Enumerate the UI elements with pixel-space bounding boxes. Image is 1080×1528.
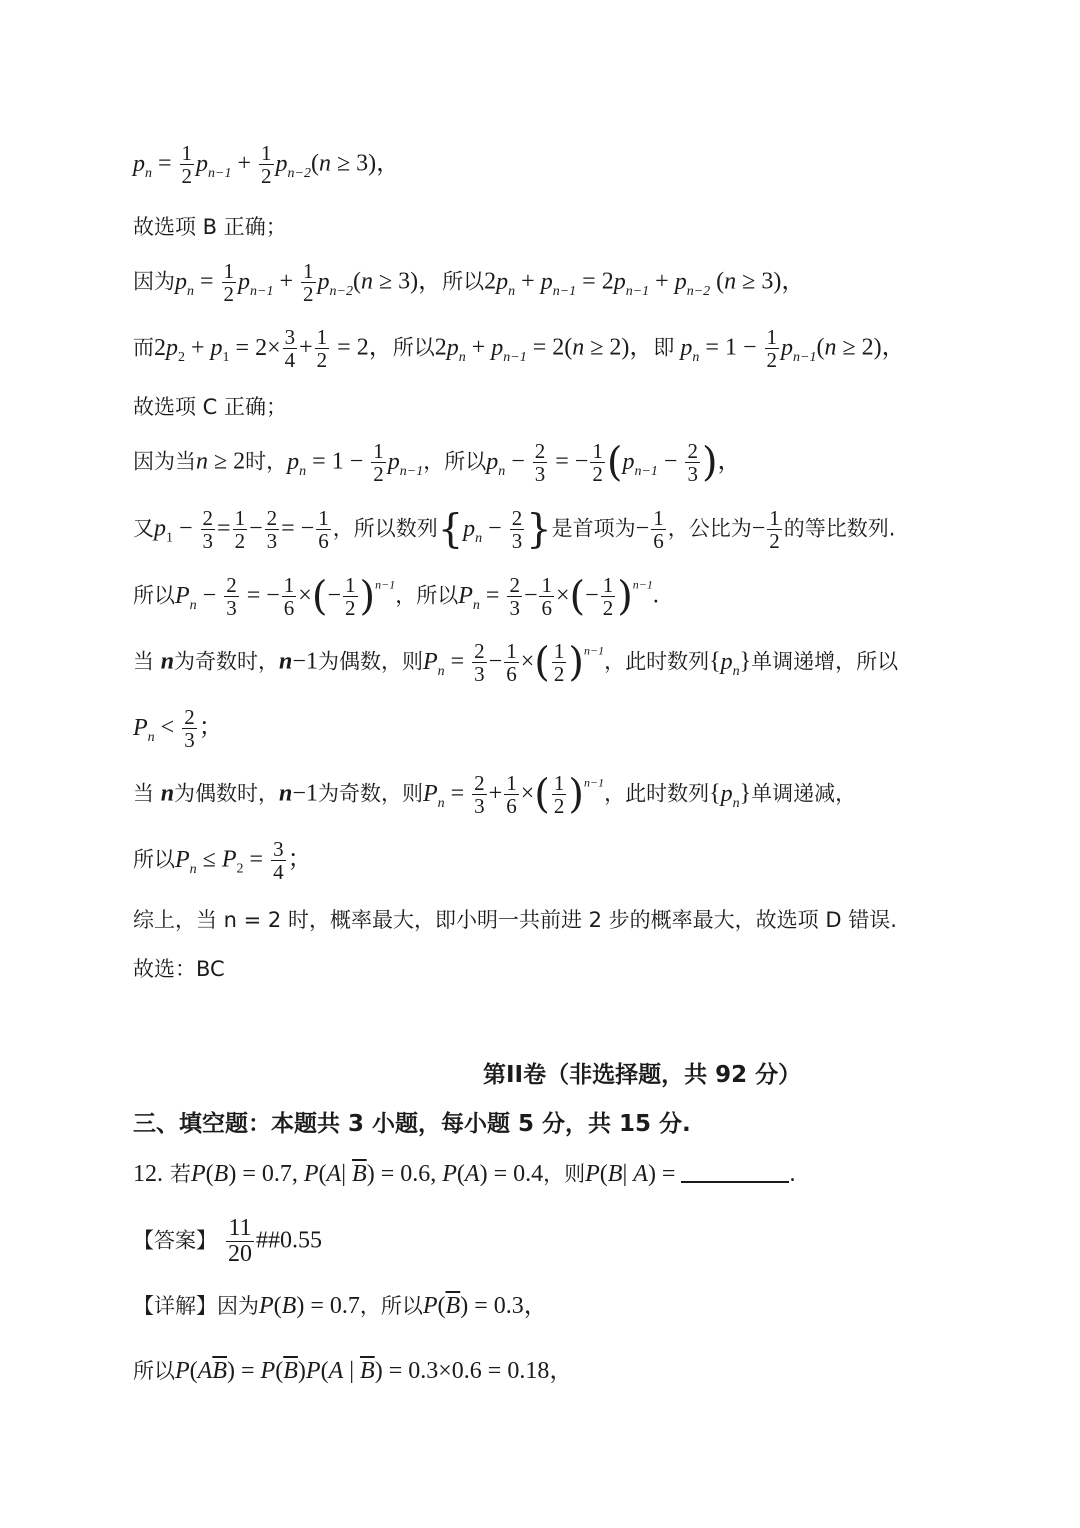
part-title: 三、填空题：本题共 3 小题，每小题 5 分，共 15 分. (133, 1111, 691, 1137)
solution-line-7: 又$p_1$ − $\frac{2}{3}$ = $\frac{1}{2}$ − $\frac{2}{3}$ = − $\frac{1}{6}$ ，所以数列{$p_n$ − $\frac{2}{3}$ }是首项为− $\frac{1}{6}$ ，公比为− $\frac{1}{2}$ 的等比数列. (133, 506, 896, 554)
solution-line-3: 因为$p_n$ = $\frac{1}{2}$ $p_{n-1}$ + $\frac{1}{2}$ $p_{n-2}(n \ge 3)$，所以$2p_n + p_{n-1} = 2p_{n-1} + p_{n-2}$ (n ≥ 3)， (133, 259, 806, 307)
solution-line-14: 故选：BC (133, 957, 225, 981)
solution-line-4: 而$2p_2 + p_1 = 2\times$ $\frac{3}{4}$ + $\frac{1}{2}$ = 2，所以$2p_n + p_{n-1} = 2(n \ge 2)$，即 $p_n = 1$ − $\frac{1}{2}$ $p_{n-1}(n \ge 2)$， (133, 325, 906, 373)
solution-line-6: 因为当n ≥ 2时，$p_n = 1$ − $\frac{1}{2}$ $p_{n-1}$，所以$p_n$ − $\frac{2}{3}$ = − $\frac{1}{2}$ ($p_{n-1}$ − $\frac{2}{3}$ )， (133, 439, 742, 487)
solution-line-13: 综上，当 n = 2 时，概率最大，即小明一共前进 2 步的概率最大，故选项 D 错误. (133, 908, 897, 932)
solution-line-1: $p_n$ = $\frac{1}{2}$ $p_{n-1}$ + $\frac{1}{2}$ $p_{n-2}(n \ge 3)$， (133, 141, 401, 189)
solution-line-8: 所以$P_n$ − $\frac{2}{3}$ = − $\frac{1}{6}$ ×(− $\frac{1}{2}$ )$^{n-1}$，所以$P_n$ = $\frac{2}{3}$ − $\frac{1}{6}$ ×(− $\frac{1}{2}$ )$^{n-1}$. (133, 573, 659, 621)
solution-line-9: 当 n为奇数时，n−1为偶数，则$P_n$ = $\frac{2}{3}$ − $\frac{1}{6}$ ×( $\frac{1}{2}$ )$^{n-1}$，此时数列$\{p_n\}$单调递增，所以 (133, 639, 899, 687)
question-12-detail-1: 【详解】因为P(B) = 0.7，所以$P(\overline{B}) = 0.3$， (133, 1293, 548, 1319)
answer-blank (681, 1181, 789, 1183)
solution-line-5: 故选项 C 正确； (133, 395, 288, 419)
volume-title: 第II卷（非选择题，共 92 分） (483, 1062, 802, 1088)
solution-line-2: 故选项 B 正确； (133, 215, 287, 239)
question-12-answer: 【答案】 $\frac{11}{20}$ ##0.55 (133, 1215, 322, 1268)
question-12-detail-2: 所以$P(A\overline{B}) = P(\overline{B})P(A$ | $\overline{B}) = 0.3\times 0.6 = 0.18$， (133, 1358, 574, 1384)
question-12-stem: 12. 若P(B) = 0.7, P(A| $\overline{B}) = 0.6$, P(A) = 0.4，则P(B| A) = . (133, 1161, 796, 1187)
answer-tag: 【答案】 (133, 1228, 217, 1253)
detail-tag: 【详解】 (133, 1294, 217, 1318)
solution-line-12: 所以$P_n \le P_2$ = $\frac{3}{4}$ ； (133, 837, 312, 885)
solution-line-11: 当 n为偶数时，n−1为奇数，则$P_n$ = $\frac{2}{3}$ + $\frac{1}{6}$ ×( $\frac{1}{2}$ )$^{n-1}$，此时数列$\{p_n\}$单调递减， (133, 771, 857, 819)
question-number: 12. (133, 1161, 163, 1187)
solution-line-10: $P_n$ < $\frac{2}{3}$ ； (133, 705, 223, 753)
